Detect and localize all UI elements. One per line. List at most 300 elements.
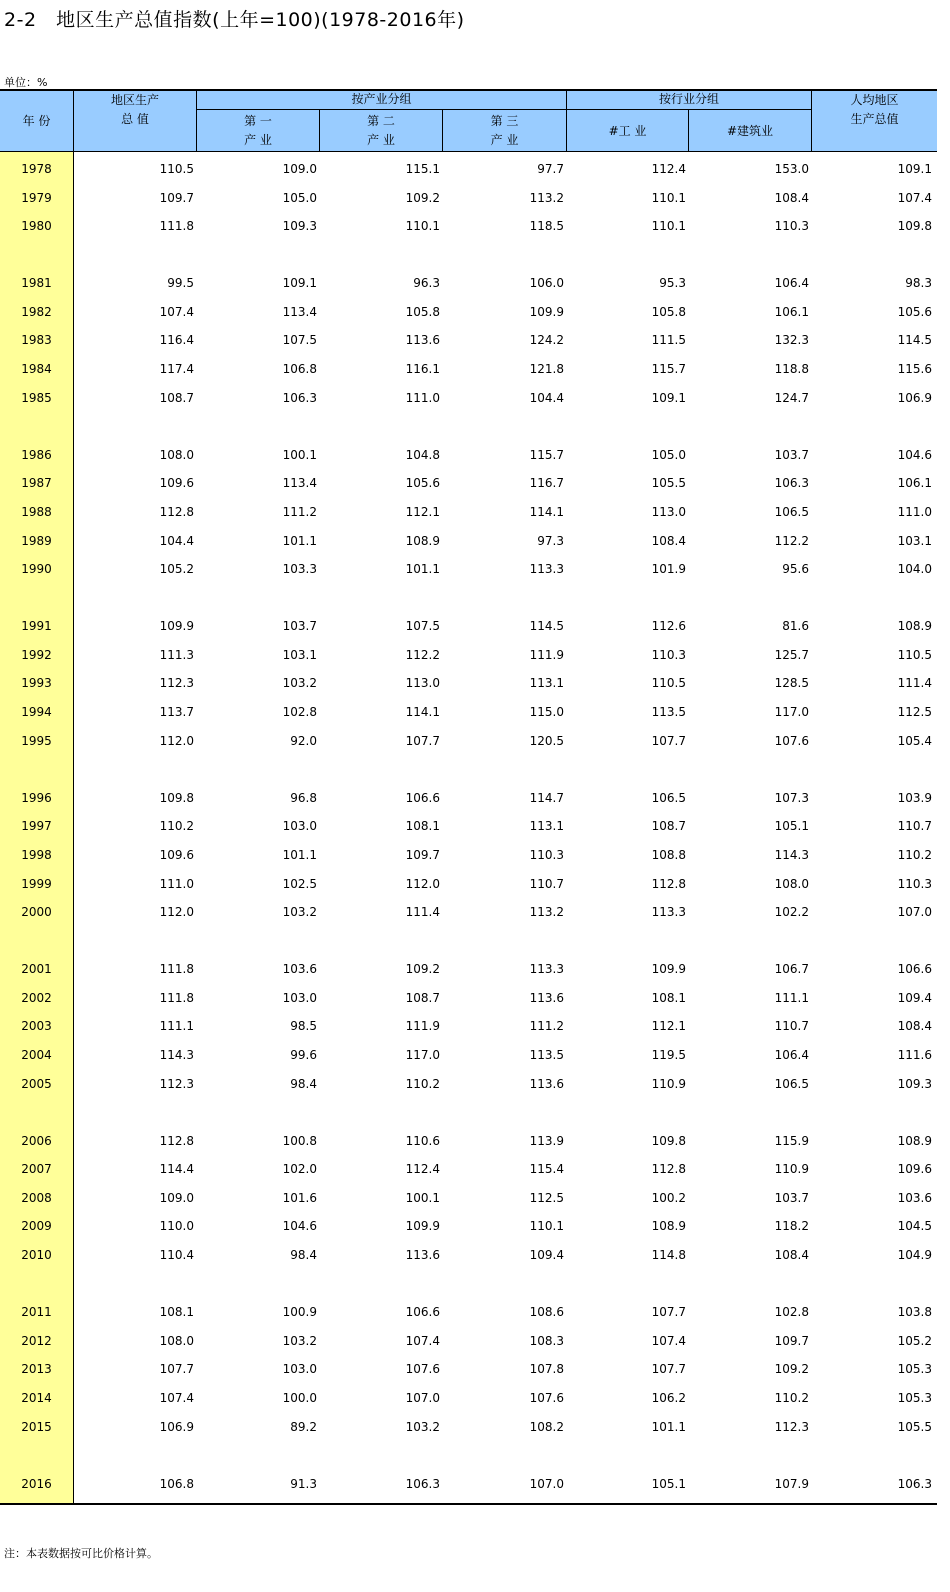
table-row (0, 270, 937, 298)
value-cell: 109.0 (282, 162, 317, 176)
value-cell: 103.3 (282, 562, 317, 577)
year-cell: 2005 (21, 1076, 52, 1091)
value-cell: 114.1 (405, 705, 440, 720)
year-cell: 2015 (21, 1419, 52, 1434)
year-cell: 2016 (21, 1476, 52, 1491)
year-cell: 1999 (21, 876, 52, 891)
value-cell: 108.2 (529, 1419, 564, 1434)
header-rule-2 (319, 110, 320, 152)
header-tertiary-line2: 产 业 (490, 133, 519, 147)
value-cell: 114.4 (159, 1162, 194, 1177)
value-cell: 108.7 (159, 390, 194, 405)
value-cell: 106.6 (405, 1305, 440, 1320)
value-cell: 110.2 (159, 819, 194, 834)
value-cell: 111.6 (897, 1047, 932, 1062)
value-cell: 117.4 (159, 362, 194, 377)
year-cell: 1996 (21, 790, 52, 805)
value-cell: 106.9 (159, 1419, 194, 1434)
value-cell: 108.1 (159, 1305, 194, 1320)
value-cell: 97.3 (537, 533, 564, 548)
value-cell: 132.3 (774, 333, 809, 348)
value-cell: 107.0 (405, 1390, 440, 1405)
value-cell: 113.9 (529, 1133, 564, 1148)
value-cell: 110.2 (774, 1390, 809, 1405)
value-cell: 104.4 (529, 390, 564, 405)
value-cell: 108.1 (405, 819, 440, 834)
value-cell: 109.0 (159, 1190, 194, 1205)
value-cell: 111.0 (159, 876, 194, 891)
value-cell: 101.1 (282, 847, 317, 862)
value-cell: 110.1 (651, 219, 686, 234)
value-cell: 113.0 (651, 504, 686, 519)
table-row (0, 156, 937, 184)
year-cell: 2004 (21, 1047, 52, 1062)
value-cell: 112.8 (651, 876, 686, 891)
value-cell: 107.7 (651, 733, 686, 748)
value-cell: 107.7 (651, 1305, 686, 1320)
header-primary-line2: 产 业 (244, 133, 272, 147)
year-cell: 1989 (21, 533, 52, 548)
value-cell: 100.0 (282, 1390, 317, 1405)
value-cell: 113.3 (529, 562, 564, 577)
value-cell: 116.4 (159, 333, 194, 348)
value-cell: 103.1 (897, 533, 932, 548)
value-cell: 108.1 (651, 990, 686, 1005)
value-cell: 110.7 (897, 819, 932, 834)
header-construction-label: #建筑业 (726, 123, 774, 138)
value-cell: 115.4 (529, 1162, 564, 1177)
value-cell: 108.4 (774, 1248, 809, 1263)
table-row (0, 1385, 937, 1413)
value-cell: 112.8 (651, 1162, 686, 1177)
header-sector-group (567, 90, 811, 109)
value-cell: 114.3 (774, 847, 809, 862)
value-cell: 109.1 (651, 390, 686, 405)
table-row (0, 1328, 937, 1356)
year-cell: 1987 (21, 476, 52, 491)
header-rule-4 (566, 90, 567, 152)
table-row (0, 299, 937, 327)
value-cell: 120.5 (529, 733, 564, 748)
value-cell: 103.8 (897, 1305, 932, 1320)
value-cell: 100.8 (282, 1133, 317, 1148)
page-title: 2-2 地区生产总值指数(上年=100)(1978-2016年) (4, 9, 465, 31)
value-cell: 105.1 (651, 1476, 686, 1491)
value-cell: 100.9 (282, 1305, 317, 1320)
value-cell: 105.6 (897, 304, 932, 319)
table-row (0, 699, 937, 727)
value-cell: 105.0 (282, 190, 317, 205)
table-row (0, 499, 937, 527)
value-cell: 102.0 (282, 1162, 317, 1177)
value-cell: 106.9 (897, 390, 932, 405)
unit-label: 单位：% (4, 76, 48, 89)
value-cell: 106.5 (651, 790, 686, 805)
value-cell: 110.3 (651, 647, 686, 662)
value-cell: 107.7 (651, 1362, 686, 1377)
table-row (0, 899, 937, 927)
table-header (0, 90, 937, 152)
value-cell: 108.7 (651, 819, 686, 834)
table-bottom-rule (0, 1503, 937, 1505)
year-cell: 1997 (21, 819, 52, 834)
value-cell: 109.8 (651, 1133, 686, 1148)
value-cell: 97.7 (537, 162, 564, 176)
year-cell: 1994 (21, 705, 52, 720)
value-cell: 91.3 (290, 1476, 317, 1491)
value-cell: 114.3 (159, 1047, 194, 1062)
value-cell: 105.4 (897, 733, 932, 748)
header-secondary-line1: 第 二 (367, 114, 395, 128)
value-cell: 114.7 (529, 790, 564, 805)
value-cell: 103.0 (282, 1362, 317, 1377)
value-cell: 96.8 (290, 790, 317, 805)
value-cell: 101.1 (651, 1419, 686, 1434)
value-cell: 106.6 (897, 962, 932, 977)
header-divider-sector (567, 109, 811, 110)
value-cell: 109.4 (529, 1248, 564, 1263)
table-row (0, 1128, 937, 1156)
value-cell: 111.1 (159, 1019, 194, 1034)
value-cell: 117.0 (405, 1047, 440, 1062)
value-cell: 103.2 (282, 1333, 317, 1348)
value-cell: 81.6 (782, 619, 809, 634)
header-industry-group-label: 按产业分组 (351, 92, 412, 106)
value-cell: 124.7 (774, 390, 809, 405)
value-cell: 118.5 (529, 219, 564, 234)
value-cell: 112.3 (159, 1076, 194, 1091)
value-cell: 110.6 (405, 1133, 440, 1148)
value-cell: 99.6 (290, 1047, 317, 1062)
value-cell: 110.1 (529, 1219, 564, 1234)
value-cell: 106.2 (651, 1390, 686, 1405)
table-row (0, 356, 937, 384)
header-per-capita-line2: 生产总值 (850, 112, 899, 126)
value-cell: 101.1 (282, 533, 317, 548)
table-row (0, 1156, 937, 1184)
table-row (0, 728, 937, 756)
header-rule-3 (442, 110, 443, 152)
value-cell: 101.6 (282, 1190, 317, 1205)
value-cell: 114.8 (651, 1248, 686, 1263)
header-gdp-line2: 总 值 (121, 112, 149, 126)
value-cell: 106.0 (529, 276, 564, 291)
value-cell: 110.3 (897, 876, 932, 891)
value-cell: 103.9 (897, 790, 932, 805)
value-cell: 109.3 (282, 219, 317, 234)
table-row (0, 1071, 937, 1099)
value-cell: 112.8 (159, 1133, 194, 1148)
value-cell: 102.5 (282, 876, 317, 891)
header-industry-label: #工 业 (608, 123, 647, 138)
value-cell: 103.1 (282, 647, 317, 662)
header-bottom-rule (0, 151, 937, 152)
value-cell: 103.7 (282, 619, 317, 634)
value-cell: 104.9 (897, 1248, 932, 1263)
value-cell: 108.9 (405, 533, 440, 548)
header-divider-industry (197, 109, 566, 110)
value-cell: 109.6 (159, 847, 194, 862)
header-rule-5 (688, 110, 689, 152)
value-cell: 109.8 (159, 790, 194, 805)
value-cell: 107.4 (897, 190, 932, 205)
value-cell: 110.5 (159, 162, 194, 176)
table-row (0, 327, 937, 355)
value-cell: 108.0 (774, 876, 809, 891)
value-cell: 112.1 (651, 1019, 686, 1034)
value-cell: 104.8 (405, 447, 440, 462)
year-cell: 2013 (21, 1362, 52, 1377)
table-row (0, 785, 937, 813)
value-cell: 107.9 (774, 1476, 809, 1491)
table-row (0, 956, 937, 984)
value-cell: 100.2 (651, 1190, 686, 1205)
header-gdp-line1: 地区生产 (110, 93, 159, 107)
value-cell: 107.3 (774, 790, 809, 805)
value-cell: 109.4 (897, 990, 932, 1005)
value-cell: 116.1 (405, 362, 440, 377)
value-cell: 112.5 (897, 705, 932, 720)
value-cell: 105.2 (897, 1333, 932, 1348)
value-cell: 112.0 (405, 876, 440, 891)
value-cell: 103.6 (897, 1190, 932, 1205)
value-cell: 98.3 (905, 276, 932, 291)
value-cell: 105.8 (405, 304, 440, 319)
value-cell: 106.7 (774, 962, 809, 977)
value-cell: 107.4 (159, 304, 194, 319)
year-cell: 1992 (21, 647, 52, 662)
value-cell: 111.0 (897, 504, 932, 519)
table-row (0, 1414, 937, 1442)
table-row (0, 1471, 937, 1499)
table-row (0, 556, 937, 584)
value-cell: 102.2 (774, 905, 809, 920)
value-cell: 107.8 (529, 1362, 564, 1377)
value-cell: 110.5 (897, 647, 932, 662)
value-cell: 105.1 (774, 819, 809, 834)
value-cell: 103.2 (282, 905, 317, 920)
header-gdp (74, 90, 196, 152)
value-cell: 98.4 (290, 1248, 317, 1263)
value-cell: 109.7 (159, 190, 194, 205)
value-cell: 110.0 (159, 1219, 194, 1234)
value-cell: 100.1 (282, 447, 317, 462)
value-cell: 118.8 (774, 362, 809, 377)
value-cell: 104.4 (159, 533, 194, 548)
value-cell: 108.9 (897, 619, 932, 634)
value-cell: 108.4 (651, 533, 686, 548)
value-cell: 113.5 (651, 705, 686, 720)
year-cell: 2002 (21, 990, 52, 1005)
value-cell: 113.1 (529, 819, 564, 834)
table-row (0, 470, 937, 498)
value-cell: 110.9 (651, 1076, 686, 1091)
value-cell: 111.5 (651, 333, 686, 348)
value-cell: 103.7 (774, 1190, 809, 1205)
table-row (0, 213, 937, 241)
value-cell: 128.5 (774, 676, 809, 691)
value-cell: 116.7 (529, 476, 564, 491)
value-cell: 100.1 (405, 1190, 440, 1205)
value-cell: 105.5 (651, 476, 686, 491)
header-per-capita (812, 90, 937, 152)
value-cell: 95.6 (782, 562, 809, 577)
value-cell: 110.3 (774, 219, 809, 234)
header-primary (197, 110, 319, 152)
value-cell: 107.0 (529, 1476, 564, 1491)
value-cell: 106.3 (282, 390, 317, 405)
value-cell: 112.4 (405, 1162, 440, 1177)
value-cell: 111.9 (529, 647, 564, 662)
table-row (0, 871, 937, 899)
table-row (0, 642, 937, 670)
value-cell: 110.2 (405, 1076, 440, 1091)
header-primary-line1: 第 一 (244, 114, 272, 128)
value-cell: 118.2 (774, 1219, 809, 1234)
value-cell: 110.5 (651, 676, 686, 691)
value-cell: 112.2 (774, 533, 809, 548)
value-cell: 98.5 (290, 1019, 317, 1034)
year-cell: 1979 (21, 190, 52, 205)
value-cell: 111.2 (282, 504, 317, 519)
value-cell: 108.7 (405, 990, 440, 1005)
year-cell: 2001 (21, 962, 52, 977)
year-cell: 2008 (21, 1190, 52, 1205)
value-cell: 112.3 (159, 676, 194, 691)
header-construction (689, 110, 811, 152)
header-year-label: 年 份 (22, 113, 51, 128)
value-cell: 111.0 (405, 390, 440, 405)
value-cell: 109.7 (774, 1333, 809, 1348)
value-cell: 114.5 (529, 619, 564, 634)
value-cell: 98.4 (290, 1076, 317, 1091)
year-cell: 1995 (21, 733, 52, 748)
value-cell: 108.0 (159, 1333, 194, 1348)
value-cell: 106.8 (282, 362, 317, 377)
value-cell: 108.9 (651, 1219, 686, 1234)
value-cell: 104.5 (897, 1219, 932, 1234)
value-cell: 105.5 (897, 1419, 932, 1434)
year-cell: 1984 (21, 362, 52, 377)
value-cell: 106.4 (774, 1047, 809, 1062)
table-row (0, 442, 937, 470)
value-cell: 109.2 (774, 1362, 809, 1377)
value-cell: 105.3 (897, 1362, 932, 1377)
value-cell: 109.7 (405, 847, 440, 862)
value-cell: 111.9 (405, 1019, 440, 1034)
value-cell: 109.6 (159, 476, 194, 491)
year-cell: 2000 (21, 905, 52, 920)
value-cell: 114.5 (897, 333, 932, 348)
table-row (0, 985, 937, 1013)
value-cell: 113.6 (529, 990, 564, 1005)
value-cell: 106.4 (774, 276, 809, 291)
table-row (0, 813, 937, 841)
value-cell: 105.6 (405, 476, 440, 491)
value-cell: 113.7 (159, 705, 194, 720)
value-cell: 104.6 (282, 1219, 317, 1234)
value-cell: 109.8 (897, 219, 932, 234)
value-cell: 111.8 (159, 219, 194, 234)
value-cell: 109.1 (282, 276, 317, 291)
value-cell: 104.0 (897, 562, 932, 577)
value-cell: 92.0 (290, 733, 317, 748)
value-cell: 101.9 (651, 562, 686, 577)
value-cell: 103.6 (282, 962, 317, 977)
value-cell: 112.1 (405, 504, 440, 519)
header-secondary (320, 110, 442, 152)
value-cell: 107.6 (774, 733, 809, 748)
header-sector-group-label: 按行业分组 (658, 92, 719, 106)
year-cell: 1993 (21, 676, 52, 691)
table-row (0, 842, 937, 870)
value-cell: 114.1 (529, 504, 564, 519)
value-cell: 101.1 (405, 562, 440, 577)
value-cell: 110.7 (774, 1019, 809, 1034)
value-cell: 105.8 (651, 304, 686, 319)
value-cell: 89.2 (290, 1419, 317, 1434)
value-cell: 106.5 (774, 504, 809, 519)
value-cell: 112.5 (529, 1190, 564, 1205)
value-cell: 107.5 (405, 619, 440, 634)
footnote: 注：本表数据按可比价格计算。 (4, 1547, 158, 1560)
value-cell: 115.7 (529, 447, 564, 462)
header-per-capita-line1: 人均地区 (850, 93, 899, 107)
value-cell: 113.4 (282, 304, 317, 319)
value-cell: 109.2 (405, 190, 440, 205)
year-cell: 1998 (21, 847, 52, 862)
table-row (0, 1242, 937, 1270)
value-cell: 107.7 (159, 1362, 194, 1377)
table-row (0, 1356, 937, 1384)
value-cell: 108.8 (651, 847, 686, 862)
value-cell: 108.6 (529, 1305, 564, 1320)
value-cell: 105.2 (159, 562, 194, 577)
value-cell: 113.2 (529, 905, 564, 920)
value-cell: 112.6 (651, 619, 686, 634)
header-tertiary (443, 110, 566, 152)
value-cell: 113.2 (529, 190, 564, 205)
value-cell: 111.3 (159, 647, 194, 662)
value-cell: 113.4 (282, 476, 317, 491)
year-cell: 2011 (21, 1305, 52, 1320)
value-cell: 124.2 (529, 333, 564, 348)
value-cell: 153.0 (774, 162, 809, 176)
table-row (0, 1299, 937, 1327)
value-cell: 109.9 (651, 962, 686, 977)
value-cell: 109.6 (897, 1162, 932, 1177)
table-row (0, 528, 937, 556)
value-cell: 113.6 (405, 333, 440, 348)
header-rule-6 (811, 90, 812, 152)
value-cell: 107.4 (651, 1333, 686, 1348)
value-cell: 111.8 (159, 962, 194, 977)
table-row (0, 1185, 937, 1213)
value-cell: 111.4 (897, 676, 932, 691)
value-cell: 106.3 (405, 1476, 440, 1491)
value-cell: 111.4 (405, 905, 440, 920)
year-cell: 1988 (21, 504, 52, 519)
value-cell: 102.8 (282, 705, 317, 720)
value-cell: 107.5 (282, 333, 317, 348)
header-rule-1 (196, 90, 197, 152)
value-cell: 103.0 (282, 819, 317, 834)
value-cell: 110.1 (651, 190, 686, 205)
value-cell: 112.8 (159, 504, 194, 519)
value-cell: 103.7 (774, 447, 809, 462)
value-cell: 110.1 (405, 219, 440, 234)
value-cell: 106.8 (159, 1476, 194, 1491)
